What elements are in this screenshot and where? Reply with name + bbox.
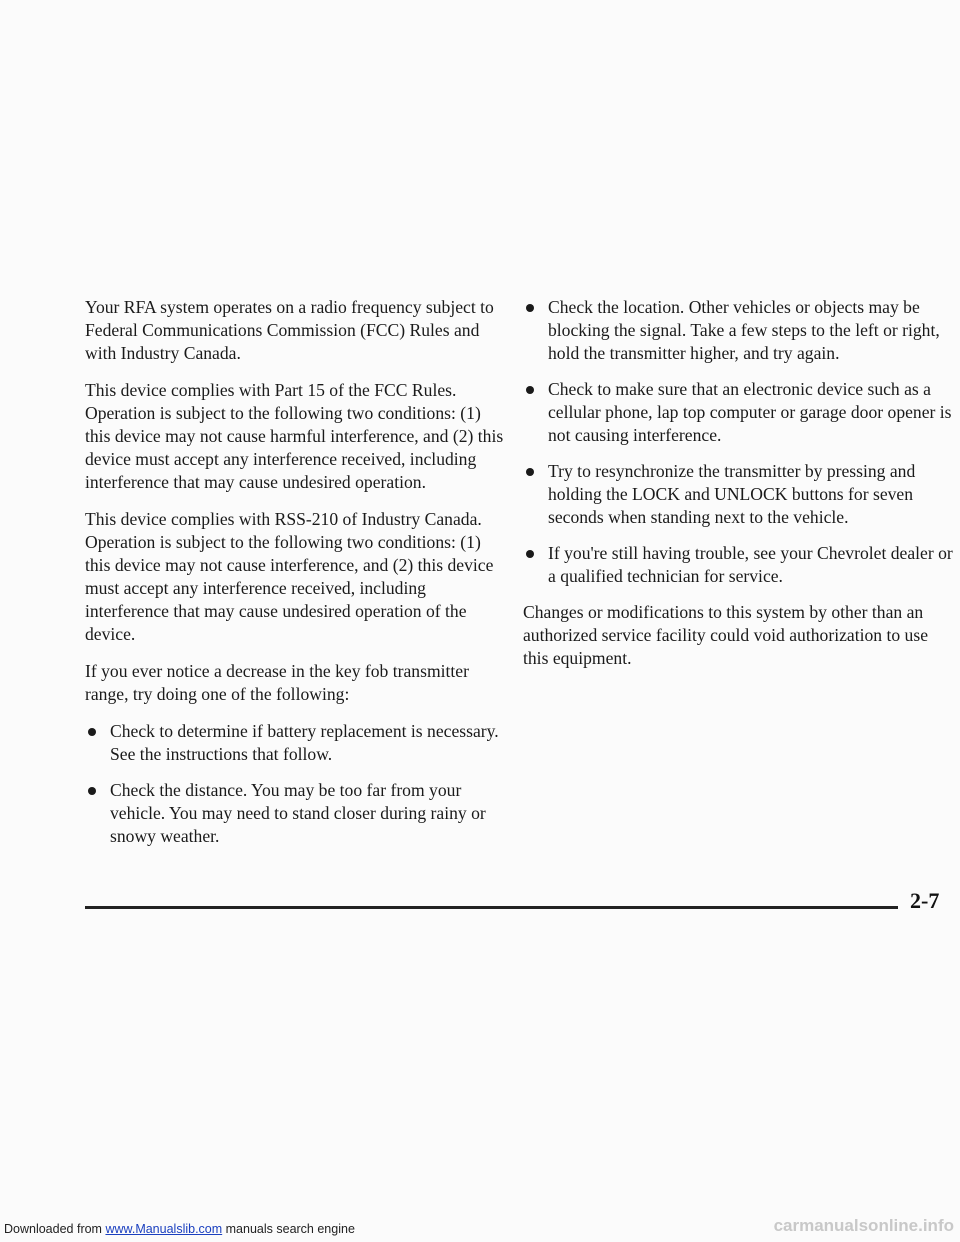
paragraph-range-decrease: If you ever notice a decrease in the key fob transmitter range, try doing one of the following: [85,661,469,704]
bullet-icon [88,728,96,736]
page-number: 2-7 [910,888,940,913]
right-column [523,296,953,684]
paragraph-fcc-compliance: This device complies with Part 15 of the FCC Rules. Operation is subject to the following two conditions: (1) this device may not cause harmful interference, and (2) this device must accept any interference received, including interference that may cause undesired operation. [85,380,504,492]
bullet-icon [88,787,96,795]
left-column [85,296,505,861]
list-item [85,720,505,766]
watermark: carmanualsonline.info [773,1216,954,1235]
list-item-text: Check to determine if battery replacement is necessary. See the instructions that follow. [110,721,499,764]
list-item-text: If you're still having trouble, see your Chevrolet dealer or a qualified technician for service. [548,543,953,586]
list-item-text: Check to make sure that an electronic device such as a cellular phone, lap top computer or garage door opener is not causing interference. [548,379,952,445]
paragraph-modifications-warning: Changes or modifications to this system by other than an authorized service facility could void authorization to use this equipment. [523,602,929,668]
list-item-text: Check the distance. You may be too far from your vehicle. You may need to stand closer during rainy or snowy weather. [110,780,486,846]
footer-prefix: Downloaded from [4,1222,106,1236]
list-item [523,296,953,365]
list-item [523,378,953,447]
bullet-icon [526,304,534,312]
bullet-icon [526,386,534,394]
manualslib-link[interactable]: www.Manualslib.com [105,1222,223,1236]
paragraph-industry-canada: This device complies with RSS-210 of Industry Canada. Operation is subject to the following two conditions: (1) this device may not cause interference, and (2) this device must accept any interference received, including interference that may cause undesired operation of the device. [85,509,494,644]
paragraph-rfa-system: Your RFA system operates on a radio frequency subject to Federal Communications Commission (FCC) Rules and with Industry Canada. [85,297,494,363]
list-item-text: Try to resynchronize the transmitter by pressing and holding the LOCK and UNLOCK buttons for seven seconds when standing next to the vehicle. [548,461,916,527]
download-footer [4,1222,355,1236]
footer-divider [85,906,898,909]
list-item [85,779,505,848]
list-item [523,460,953,529]
list-item-text: Check the location. Other vehicles or objects may be blocking the signal. Take a few steps to the left or right, hold the transmitter higher, and try again. [548,297,940,363]
list-item [523,542,953,588]
footer-suffix: manuals search engine [222,1222,355,1236]
bullet-icon [526,550,534,558]
bullet-icon [526,468,534,476]
